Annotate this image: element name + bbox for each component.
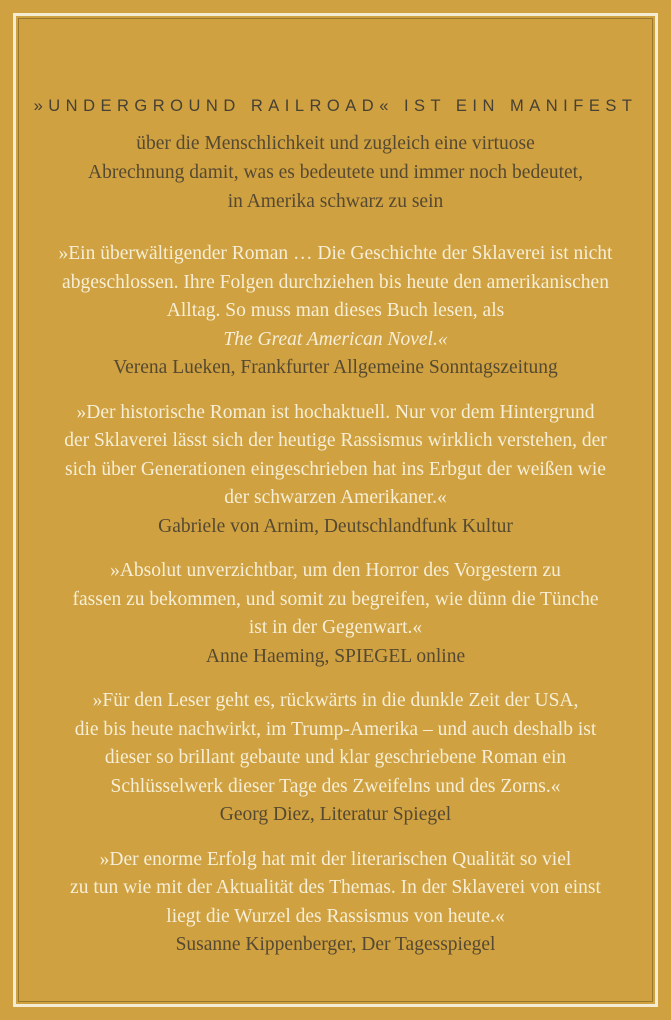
subtitle-line: in Amerika schwarz zu sein	[227, 191, 444, 212]
quote-attribution: Susanne Kippenberger, Der Tagesspiegel	[175, 934, 496, 955]
quote-line: liegt die Wurzel des Rassismus von heute.«	[166, 905, 505, 927]
quote-line: zu tun wie mit der Aktualität des Themas. In der Sklaverei von einst	[70, 877, 601, 898]
quote-line: »Der enorme Erfolg hat mit der literarischen Qualität so viel	[99, 848, 572, 870]
quote-line: ist in der Gegenwart.«	[248, 617, 423, 638]
quote-line: sich über Generationen eingeschrieben hat ins Erbgut der weißen wie	[65, 458, 606, 480]
headline: »UNDERGROUND RAILROAD« IST EIN MANIFEST	[33, 97, 638, 115]
subtitle	[0, 129, 671, 216]
quote-line: der Sklaverei lässt sich der heutige Rassismus wirklich verstehen, der	[64, 430, 607, 451]
quote-line: »Für den Leser geht es, rückwärts in die dunkle Zeit der USA,	[92, 690, 579, 711]
quote-block	[0, 846, 671, 960]
subtitle-line: Abrechnung damit, was es bedeutete und immer noch bedeutet,	[88, 162, 583, 183]
quote-attribution: Georg Diez, Literatur Spiegel	[219, 804, 452, 825]
quote-block	[0, 687, 671, 830]
quote-line: die bis heute nachwirkt, im Trump-Amerika – und auch deshalb ist	[74, 718, 597, 740]
quote-line: Alltag. So muss man dieses Buch lesen, als	[166, 300, 505, 321]
quote-line: »Der historische Roman ist hochaktuell. Nur vor dem Hintergrund	[76, 401, 595, 423]
quote-line-italic: The Great American Novel.«	[223, 328, 448, 350]
quote-line: fassen zu bekommen, und somit zu begreifen, wie dünn die Tünche	[72, 588, 599, 610]
quote-block	[0, 557, 671, 671]
quote-block	[0, 240, 671, 383]
quote-line: dieser so brillant gebaute und klar geschriebene Roman ein	[104, 747, 567, 768]
subtitle-line: über die Menschlichkeit und zugleich eine virtuose	[136, 133, 535, 154]
quote-block	[0, 399, 671, 542]
quote-line: »Absolut unverzichtbar, um den Horror des Vorgestern zu	[110, 560, 561, 581]
quote-attribution: Anne Haeming, SPIEGEL online	[205, 645, 466, 667]
quote-line: Schlüsselwerk dieser Tage des Zweifelns und des Zorns.«	[110, 775, 561, 797]
quote-attribution: Gabriele von Arnim, Deutschlandfunk Kultur	[158, 515, 513, 537]
quote-line: »Ein überwältigender Roman … Die Geschichte der Sklaverei ist nicht	[58, 243, 613, 264]
quote-line: abgeschlossen. Ihre Folgen durchziehen bis heute den amerikanischen	[62, 271, 609, 293]
quote-attribution: Verena Lueken, Frankfurter Allgemeine Sonntagszeitung	[113, 357, 558, 378]
quote-line: der schwarzen Amerikaner.«	[224, 487, 447, 508]
